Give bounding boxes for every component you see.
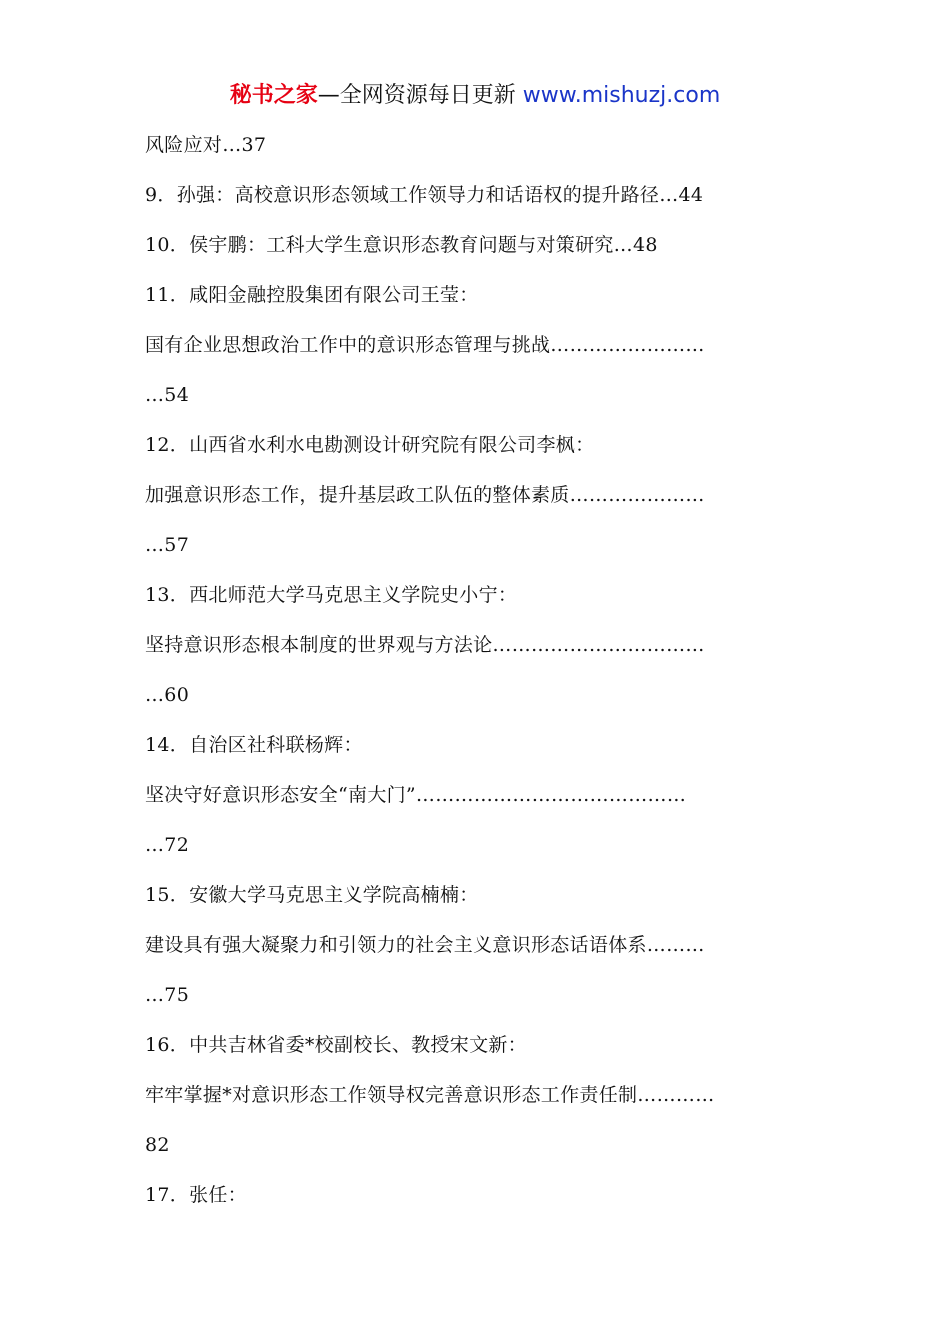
toc-line: 9．孙强：高校意识形态领域工作领导力和话语权的提升路径…44 — [145, 184, 704, 206]
toc-line: 建设具有强大凝聚力和引领力的社会主义意识形态话语体系……… — [145, 934, 705, 956]
toc-line: 加强意识形态工作，提升基层政工队伍的整体素质………………… — [145, 484, 705, 506]
table-of-contents — [145, 127, 810, 1227]
site-header — [0, 80, 950, 112]
toc-line: 10．侯宇鹏：工科大学生意识形态教育问题与对策研究…48 — [145, 234, 658, 256]
toc-line: …75 — [145, 984, 190, 1006]
toc-line: …72 — [145, 834, 190, 856]
toc-line: 17．张任： — [145, 1184, 247, 1206]
toc-line: 11．咸阳金融控股集团有限公司王莹： — [145, 284, 479, 306]
toc-line: 13．西北师范大学马克思主义学院史小宁： — [145, 584, 518, 606]
brand-name: 秘书之家 — [229, 83, 318, 108]
toc-line: 风险应对…37 — [145, 134, 267, 156]
toc-line: …60 — [145, 684, 190, 706]
toc-line: 牢牢掌握*对意识形态工作领导权完善意识形态工作责任制………… — [145, 1084, 715, 1106]
toc-line: 坚持意识形态根本制度的世界观与方法论…………………………… — [145, 634, 705, 656]
toc-line: 14．自治区社科联杨辉： — [145, 734, 363, 756]
site-url-link[interactable]: www.mishuzj.com — [522, 83, 721, 108]
toc-line: 15．安徽大学马克思主义学院高楠楠： — [145, 884, 479, 906]
toc-line: 16．中共吉林省委*校副校长、教授宋文新： — [145, 1034, 527, 1056]
toc-line: 国有企业思想政治工作中的意识形态管理与挑战…………………… — [145, 334, 705, 356]
toc-line: 12．山西省水利水电勘测设计研究院有限公司李枫： — [145, 434, 595, 456]
toc-line: …54 — [145, 384, 190, 406]
toc-line: 82 — [145, 1134, 170, 1156]
header-tagline: —全网资源每日更新 — [317, 83, 516, 108]
toc-line: 坚决守好意识形态安全“南大门”…………………………………… — [145, 784, 687, 806]
toc-line: …57 — [145, 534, 190, 556]
